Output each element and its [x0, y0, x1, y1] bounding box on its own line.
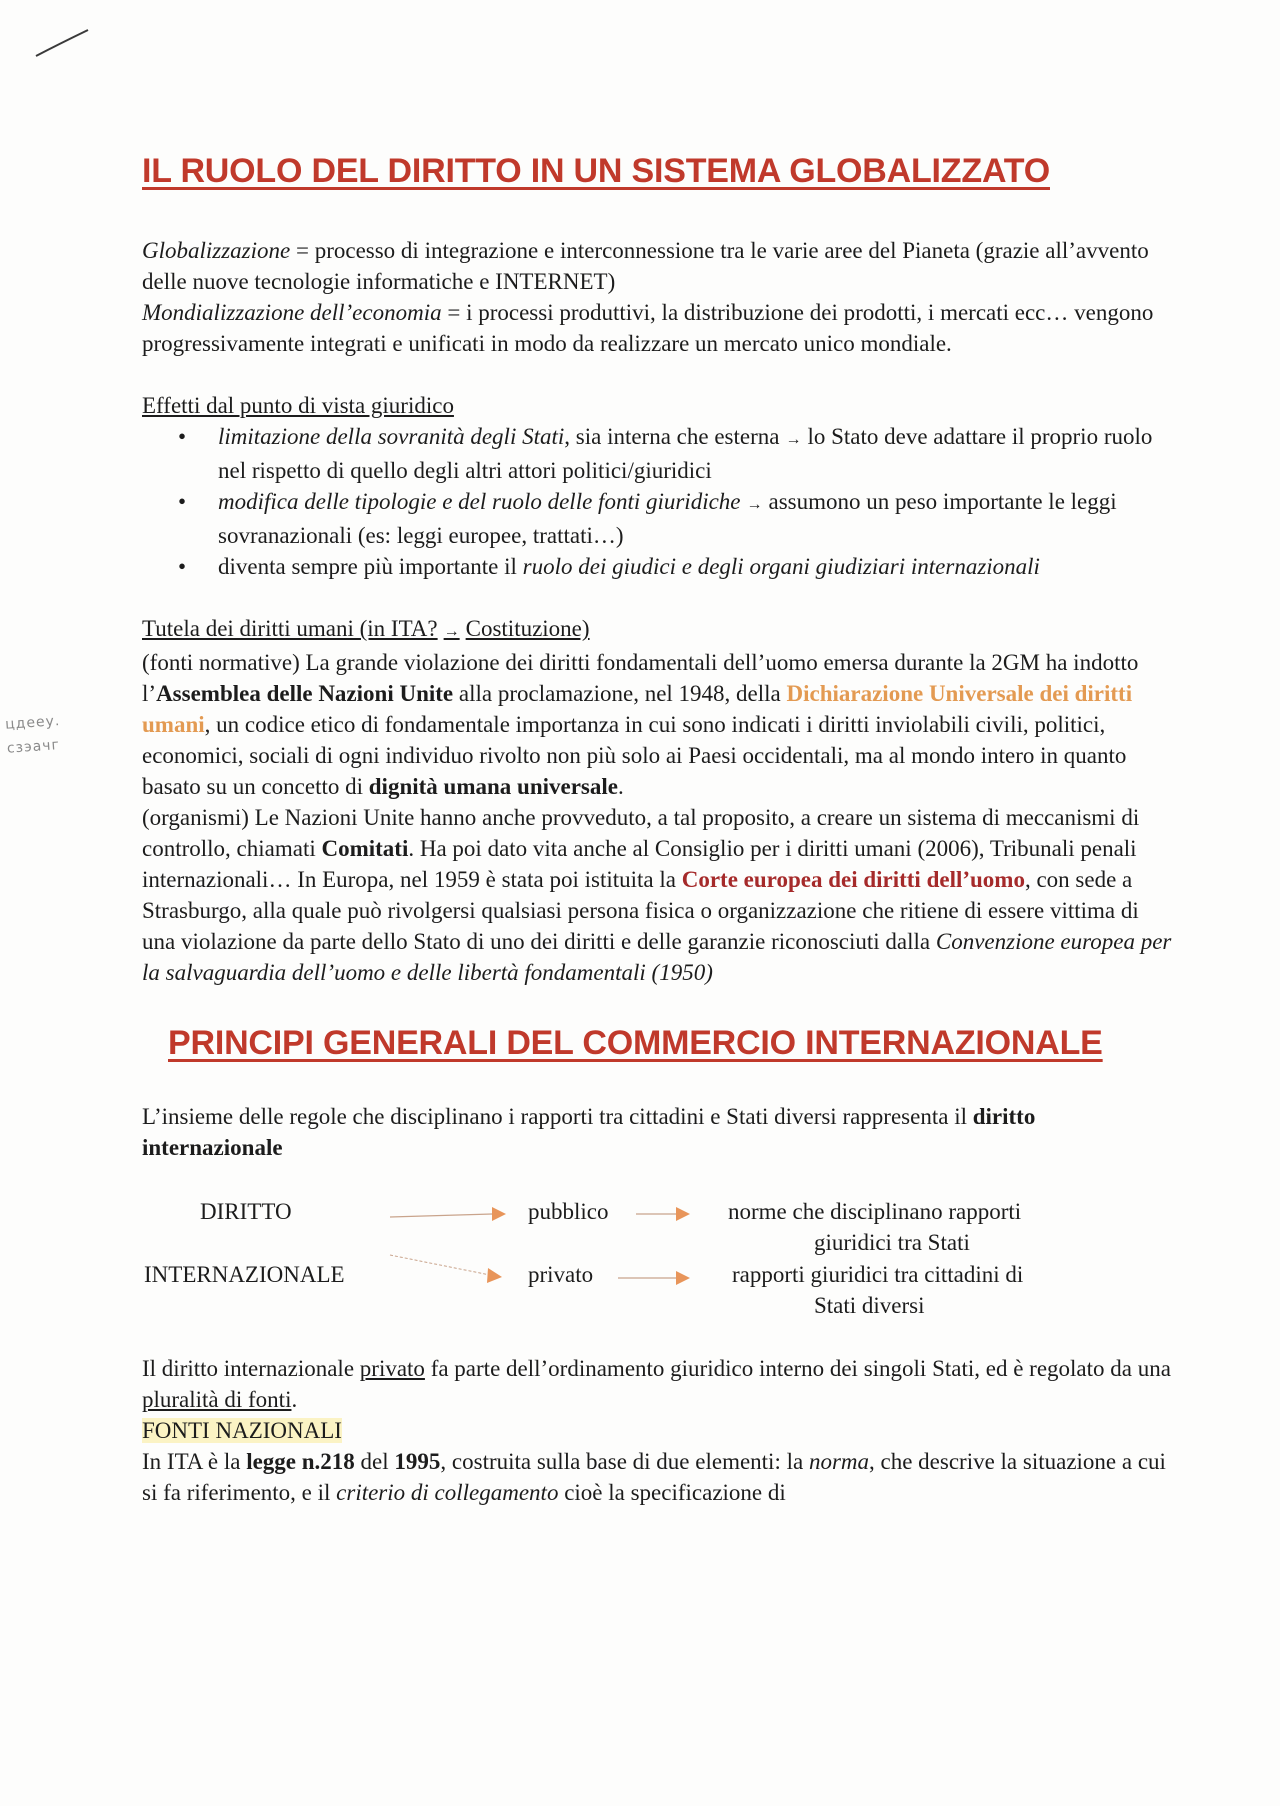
diagram-privato-desc-2: Stati diversi: [814, 1293, 925, 1318]
diagram-pubblico-desc-2: giuridici tra Stati: [814, 1230, 970, 1255]
list-item: • limitazione della sovranità degli Stati, sia interna che esterna → lo Stato deve adattare il proprio ruolo nel rispetto di quello degli altri attori politici/giuridici: [218, 421, 1172, 486]
diagram-privato: privato: [528, 1262, 594, 1287]
arrow-head-icon: [492, 1207, 506, 1221]
arrow-head-icon: [676, 1207, 690, 1221]
arrow-line: [390, 1255, 490, 1275]
title-principi-commercio: PRINCIPI GENERALI DEL COMMERCIO INTERNAZIONALE: [168, 1024, 1103, 1062]
tutela-paragraph-1: (fonti normative) La grande violazione dei diritti fondamentali dell’uomo emersa durante la 2GM ha indotto l’Assemblea delle Nazioni Unite alla proclamazione, nel 1948, della Dichiarazione Universale dei diritti umani, un codice etico di fondamentale importanza in cui sono indicati i diritti inviolabili civili, politici, economici, sociali di ogni individuo rivolto non più solo ai Paesi occidentali, ma al mondo intero in quanto basato su un concetto di dignità umana universale.: [142, 650, 1139, 799]
privato-paragraph: Il diritto internazionale privato fa parte dell’ordinamento giuridico interno dei singoli Stati, ed è regolato da una pluralità di fonti.: [142, 1356, 1171, 1412]
arrow-right-icon: →: [443, 623, 460, 640]
tutela-heading: Tutela dei diritti umani (in ITA? → Costituzione): [142, 616, 590, 641]
effects-list: [142, 421, 1172, 582]
effects-heading: Effetti dal punto di vista giuridico: [142, 393, 454, 418]
arrow-head-icon: [487, 1268, 502, 1283]
list-item: • modifica delle tipologie e del ruolo delle fonti giuridiche → assumono un peso importante le leggi sovranazionali (es: leggi europee, trattati…): [218, 486, 1172, 551]
insieme-paragraph: L’insieme delle regole che disciplinano i rapporti tra cittadini e Stati diversi rappresenta il diritto internazionale: [142, 1104, 1036, 1160]
page-content: [142, 152, 1172, 1508]
fonti-paragraph: In ITA è la legge n.218 del 1995, costruita sulla base di due elementi: la norma, che descrive la situazione a cui si fa riferimento, e il criterio di collegamento cioè la specificazione di: [142, 1449, 1166, 1505]
diagram-pubblico: pubblico: [528, 1199, 609, 1224]
diagram-left-internazionale: INTERNAZIONALE: [144, 1262, 345, 1287]
intro-paragraph: Globalizzazione = processo di integrazione e interconnessione tra le varie aree del Pianeta (grazie all’avvento delle nuove tecnologie informatiche e INTERNET) Mondializzazione dell’economia = i processi produttivi, la distribuzione dei prodotti, i mercati ecc… vengono progressivamente integrati e unificati in modo da realizzare un mercato unico mondiale.: [142, 238, 1154, 356]
list-item: • diventa sempre più importante il ruolo dei giudici e degli organi giudiziari internazionali: [218, 551, 1172, 582]
diritto-internazionale-diagram: [142, 1199, 1172, 1325]
arrow-right-icon: →: [785, 431, 802, 448]
tutela-paragraph-2: (organismi) Le Nazioni Unite hanno anche provveduto, a tal proposito, a creare un sistema di meccanismi di controllo, chiamati Comitati. Ha poi dato vita anche al Consiglio per i diritti umani (2006), Tribunali penali internazionali… In Europa, nel 1959 è stata poi istituita la Corte europea dei diritti dell’uomo, con sede a Strasburgo, alla quale può rivolgersi qualsiasi persona fisica o organizzazione che ritiene di essere vittima di una violazione da parte dello Stato di uno dei diritti e delle garanzie riconosciuti dalla Convenzione europea per la salvaguardia dell’uomo e delle libertà fondamentali (1950): [142, 805, 1172, 985]
arrow-line: [390, 1214, 492, 1217]
fonti-heading: FONTI NAZIONALI: [142, 1418, 342, 1443]
pen-stroke-mark: [34, 26, 94, 62]
handwritten-margin-note: цдееу. сзэачг: [4, 712, 61, 757]
diagram-privato-desc-1: rapporti giuridici tra cittadini di: [732, 1262, 1024, 1287]
arrow-right-icon: →: [746, 496, 763, 513]
diagram-left-diritto: DIRITTO: [200, 1199, 292, 1224]
effects-section: [142, 390, 1172, 582]
tutela-section: [142, 613, 1172, 988]
diagram-pubblico-desc-1: norme che disciplinano rapporti: [728, 1199, 1022, 1224]
title-ruolo-diritto: IL RUOLO DEL DIRITTO IN UN SISTEMA GLOBALIZZATO: [142, 152, 1050, 190]
arrow-head-icon: [676, 1271, 690, 1285]
